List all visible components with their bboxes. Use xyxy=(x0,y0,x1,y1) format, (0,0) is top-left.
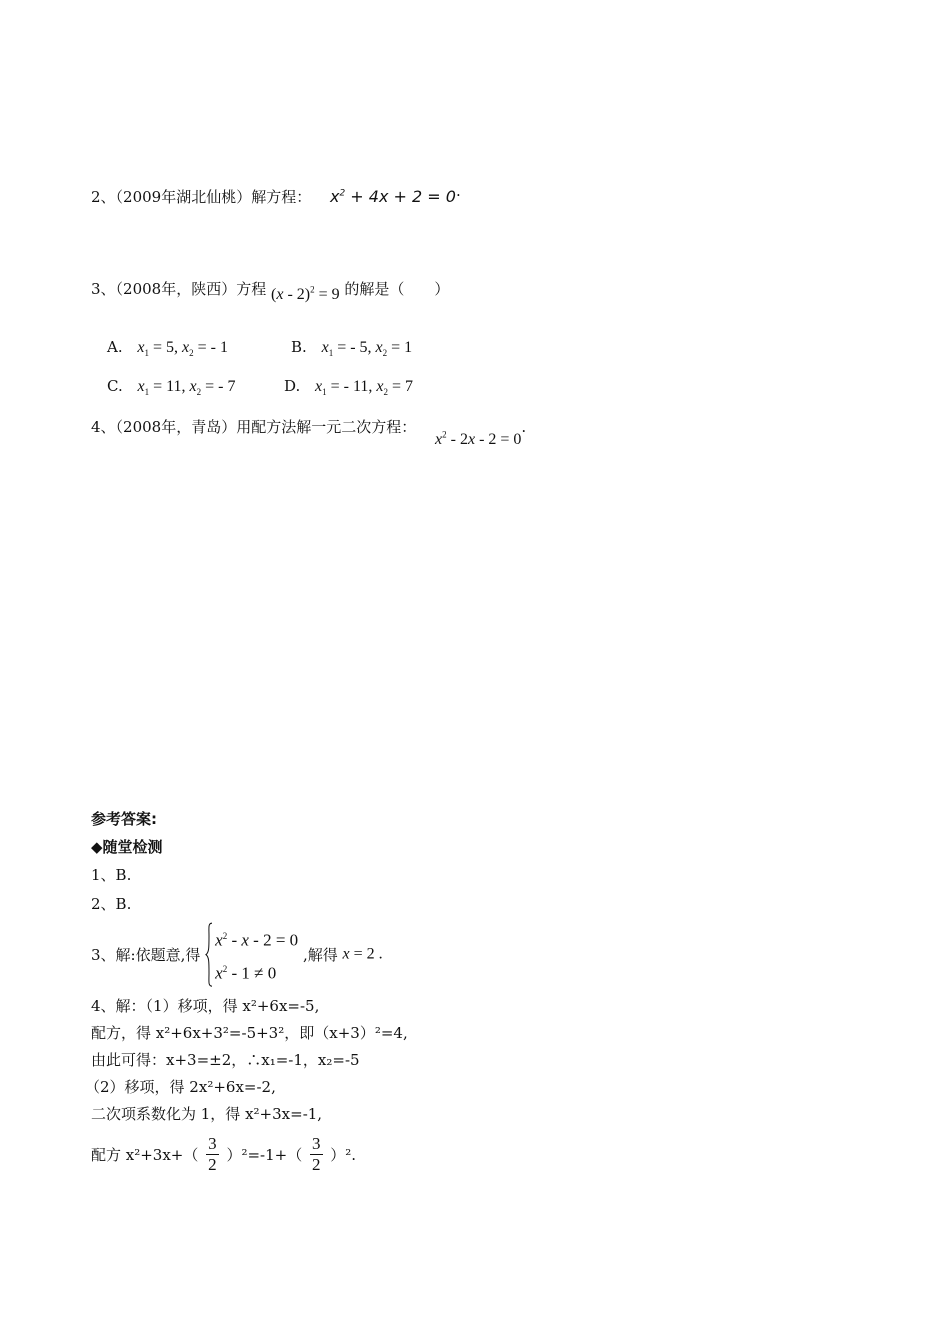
question-3-equation: (x - 2)$^2$ = 9 xyxy=(271,284,340,303)
question-4 xyxy=(91,416,527,448)
answer-4-line-5: 二次项系数化为 1，得 x²+3x=-1, xyxy=(91,1105,323,1123)
option-b xyxy=(291,338,412,358)
answer-3 xyxy=(91,922,383,987)
answer-4-line-3: 由此可得：x+3=±2，∴x₁=-1，x₂=-5 xyxy=(91,1051,360,1069)
answers-heading: 参考答案: xyxy=(91,810,157,828)
option-d xyxy=(284,377,413,397)
answer-4-line-6-end: ）². xyxy=(330,1146,357,1164)
answer-3-result: x = 2 . xyxy=(342,945,383,963)
answer-2: 2、B. xyxy=(91,895,132,913)
option-b-label: B. xyxy=(291,338,307,356)
question-4-equation: $x^2 - 2x - 2 = 0$ xyxy=(435,429,522,448)
question-2-label: 2、（2009年湖北仙桃）解方程： xyxy=(91,188,312,206)
fraction-2 xyxy=(310,1134,323,1175)
answer-4-line-6-prefix: 配方 x²+3x+（ xyxy=(91,1146,199,1164)
option-a-math: $x_1 = 5$, $x_2$ = - 1 xyxy=(137,339,228,359)
option-d-math: $x_1$ = - 11, $x_2 = 7$ xyxy=(315,378,414,398)
option-a xyxy=(107,338,228,358)
answer-3-suffix: ,解得 xyxy=(302,946,338,965)
section-heading: ◆随堂检测 xyxy=(91,838,163,856)
option-c-math: $x_1 = 11$, $x_2$ = - 7 xyxy=(137,378,236,398)
question-3-label: 3、（2008年，陕西）方程 xyxy=(91,280,267,298)
fraction-1 xyxy=(206,1134,219,1175)
option-b-math: $x_1$ = - 5, $x_2 = 1$ xyxy=(321,339,413,359)
question-2 xyxy=(91,182,461,207)
system-equation-2: $x^2 - 1 \ne 0$ xyxy=(215,963,277,983)
answer-4-line-1: 4、解：（1）移项，得 x²+6x=-5, xyxy=(91,997,320,1015)
question-2-dot: . xyxy=(455,182,461,200)
option-a-label: A. xyxy=(107,338,123,356)
equation-system xyxy=(205,922,298,987)
question-2-equation: $x^2 + 4x + 2 = 0$ xyxy=(330,187,456,206)
answer-4-line-6 xyxy=(91,1134,356,1175)
answer-3-prefix: 3、解:依题意,得 xyxy=(91,946,201,965)
answer-4-line-6-mid: ）²=-1+（ xyxy=(226,1146,303,1164)
question-4-label: 4、（2008年，青岛）用配方法解一元二次方程： xyxy=(91,418,417,436)
question-4-dot: . xyxy=(521,418,527,436)
option-d-label: D. xyxy=(284,377,301,395)
fraction-2-numerator: 3 xyxy=(312,1134,321,1153)
answer-1: 1、B. xyxy=(91,866,132,884)
option-c xyxy=(107,377,236,397)
fraction-1-denominator: 2 xyxy=(208,1155,217,1174)
option-c-label: C. xyxy=(107,377,123,395)
answer-4-line-4: （2）移项，得 2x²+6x=-2, xyxy=(85,1078,276,1096)
left-brace-icon xyxy=(205,922,213,987)
question-3-suffix: 的解是（ ） xyxy=(344,280,450,298)
fraction-2-denominator: 2 xyxy=(312,1155,321,1174)
system-equation-1: $x^2 - x - 2 = 0$ xyxy=(215,930,299,950)
question-3 xyxy=(91,278,450,303)
answer-4-line-2: 配方，得 x²+6x+3²=-5+3²，即（x+3）²=4, xyxy=(91,1024,408,1042)
fraction-1-numerator: 3 xyxy=(208,1134,217,1153)
